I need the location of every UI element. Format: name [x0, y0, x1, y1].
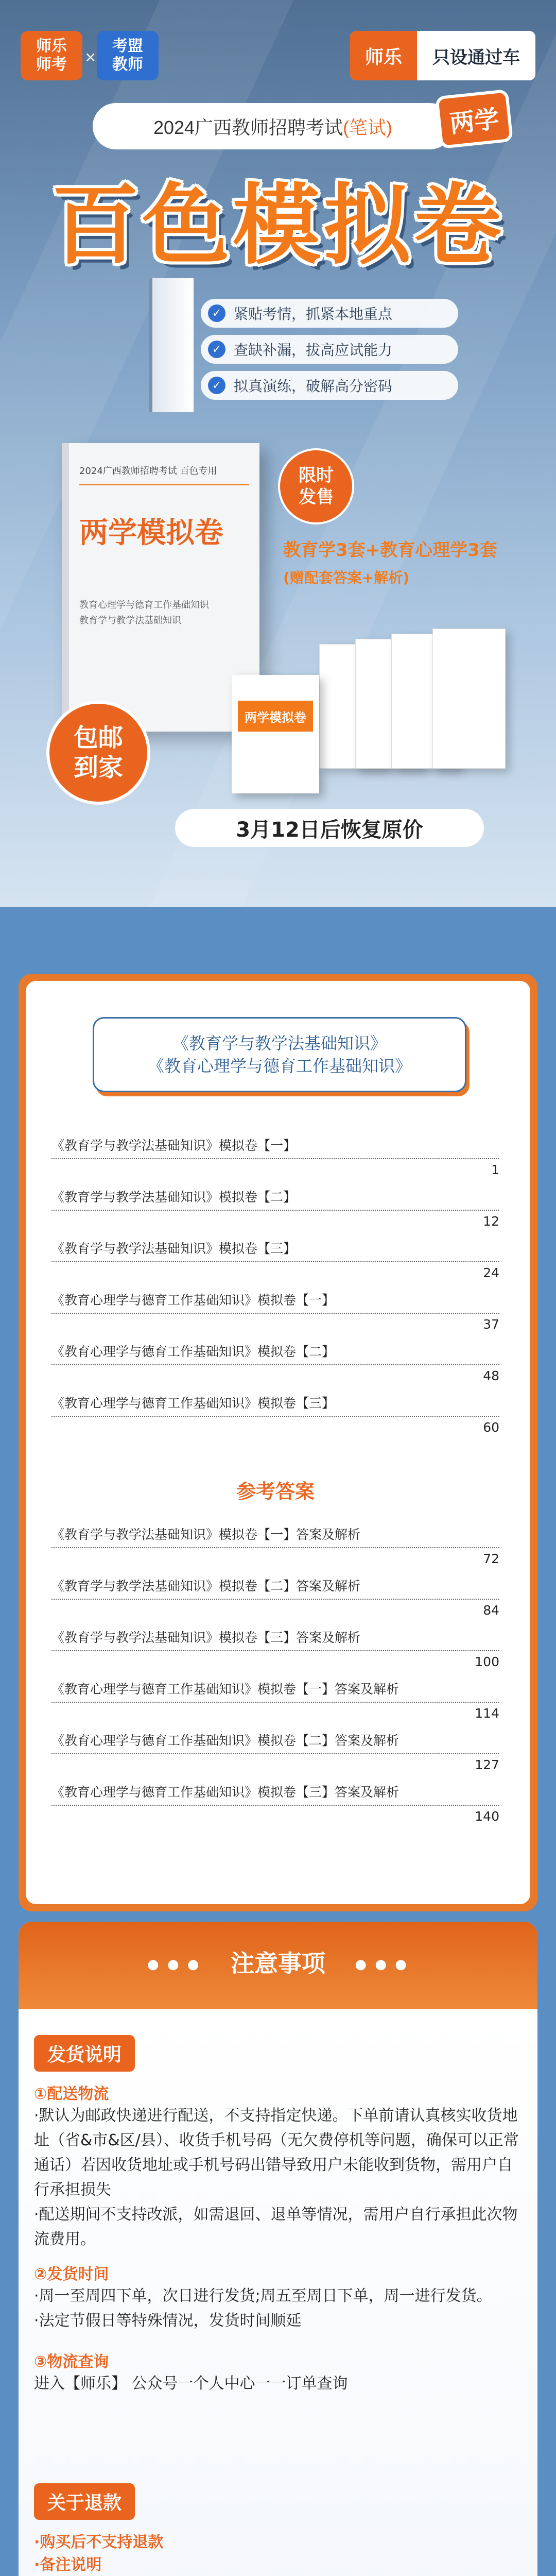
logo-separator: × — [84, 48, 97, 65]
book-cover — [62, 443, 259, 732]
notice-title: 注意事项 — [231, 1950, 325, 1977]
toc-list — [51, 1136, 499, 1834]
toc-dots — [51, 1364, 499, 1365]
feature-item — [201, 335, 458, 364]
toc-item-title: 《教育心理学与德育工作基础知识》模拟卷【三】答案及解析 — [51, 1785, 399, 1800]
section-subheading: ①配送物流 — [34, 2085, 109, 2103]
toc-item-title: 《教育心理学与德育工作基础知识》模拟卷【二】答案及解析 — [51, 1733, 399, 1748]
feature-list — [201, 299, 458, 407]
toc-header-line: 《教育学与教学法基础知识》 — [172, 1033, 387, 1053]
toc-item-page: 12 — [483, 1214, 499, 1229]
toc-dots — [51, 1547, 499, 1548]
toc-item — [51, 1524, 499, 1576]
check-icon: ✓ — [208, 377, 225, 394]
exam-title — [93, 103, 453, 149]
toc-item — [51, 1136, 499, 1187]
toc-item — [51, 1393, 499, 1445]
door-illustration — [149, 278, 194, 412]
toc-item — [51, 1731, 499, 1782]
book-cover-title: 两学模拟卷 — [79, 516, 223, 550]
toc-item-title: 《教育学与教学法基础知识》模拟卷【三】答案及解析 — [51, 1630, 361, 1645]
book-subject: 教育心理学与德育工作基础知识 — [79, 600, 209, 611]
toc-item-title: 《教育学与教学法基础知识》模拟卷【三】 — [51, 1241, 297, 1256]
refund-section — [34, 2483, 523, 2576]
toc-item-page: 72 — [483, 1551, 499, 1566]
refund-tag: 关于退款 — [34, 2483, 135, 2520]
section-subheading: ②发货时间 — [34, 2265, 109, 2283]
toc-item-title: 《教育学与教学法基础知识》模拟卷【一】 — [51, 1138, 297, 1153]
toc-item — [51, 1628, 499, 1679]
toc-item — [51, 1239, 499, 1290]
toc-card — [26, 981, 530, 1904]
toc-item-page: 48 — [483, 1368, 499, 1383]
offer-note: (赠配套答案+解析) — [283, 569, 410, 586]
toc-item-page: 1 — [491, 1162, 499, 1177]
toc-dots — [51, 1702, 499, 1703]
notice-header — [19, 1922, 537, 2009]
toc-item-title: 《教育学与教学法基础知识》模拟卷【一】答案及解析 — [51, 1527, 361, 1542]
toc-item — [51, 1782, 499, 1834]
notice-body — [19, 2009, 537, 2576]
exam-title-text: 2024广西教师招聘考试 — [153, 116, 343, 138]
offer-line: 教育学3套+教育心理学3套 — [283, 540, 497, 561]
toc-dots — [51, 1313, 499, 1314]
section-subheading: ③物流查询 — [34, 2353, 109, 2371]
hero-banner — [0, 0, 556, 907]
logo-text: 教师 — [112, 56, 143, 74]
toc-section — [19, 974, 537, 1911]
decor-dots: ● ● ● — [355, 1957, 409, 1972]
book-cover-bar: 2024广西教师招聘考试 百色专用 — [79, 464, 249, 485]
price-restore-banner: 3月12日后恢复原价 — [175, 809, 484, 847]
brand-tag: 师乐 — [350, 31, 417, 80]
small-book-title: 两学模拟卷 — [238, 701, 313, 732]
badge-text: 包邮 — [73, 723, 123, 752]
toc-item-title: 《教育心理学与德育工作基础知识》模拟卷【三】 — [51, 1396, 335, 1411]
toc-dots — [51, 1753, 499, 1754]
free-shipping-badge — [46, 701, 150, 805]
badge-text: 限时 — [299, 465, 334, 486]
shipping-section — [34, 2035, 523, 2396]
feature-item — [201, 371, 458, 400]
toc-item — [51, 1679, 499, 1731]
toc-item-page: 84 — [483, 1603, 499, 1618]
toc-item-page: 100 — [475, 1654, 499, 1669]
toc-item-page: 24 — [483, 1265, 499, 1280]
logo-text: 师乐 — [36, 37, 67, 55]
decor-dots: ● ● ● — [147, 1957, 201, 1972]
book-stack-image — [432, 629, 506, 769]
toc-dots — [51, 1416, 499, 1417]
logo-text: 考盟 — [112, 37, 143, 55]
logo-shile — [21, 31, 82, 80]
exam-title-highlight: (笔试) — [343, 116, 393, 138]
main-title: 百色模拟卷 — [51, 174, 505, 277]
logo-text: 师考 — [36, 56, 67, 74]
logo-kaomeng — [97, 31, 159, 80]
badge-text: 发售 — [299, 487, 334, 507]
book-cover-subtitle — [79, 598, 209, 629]
toc-dots — [51, 1210, 499, 1211]
shipping-tag: 发货说明 — [34, 2035, 135, 2072]
limited-sale-badge — [278, 448, 354, 524]
toc-item-title: 《教育心理学与德育工作基础知识》模拟卷【二】 — [51, 1344, 335, 1359]
toc-item — [51, 1187, 499, 1239]
toc-item-page: 114 — [475, 1706, 499, 1721]
check-icon: ✓ — [208, 341, 225, 358]
check-icon: ✓ — [208, 304, 225, 322]
small-book-cover — [232, 675, 319, 793]
notice-paragraph: 进入【师乐】 公众号一个人中心一一订单查询 — [34, 2375, 348, 2393]
toc-item-title: 《教育学与教学法基础知识》模拟卷【二】答案及解析 — [51, 1579, 361, 1594]
toc-dots — [51, 1805, 499, 1806]
notice-paragraph: ·周一至周四下单，次日进行发货;周五至周日下单，周一进行发货。 — [34, 2287, 492, 2305]
toc-dots — [51, 1261, 499, 1262]
feature-item — [201, 299, 458, 328]
section-subheading: ·购买后不支持退款 — [34, 2533, 164, 2551]
badge-text: 到家 — [73, 753, 123, 782]
toc-item-title: 《教育心理学与德育工作基础知识》模拟卷【一】 — [51, 1293, 335, 1308]
section-subheading: ·备注说明 — [34, 2556, 102, 2574]
book-subject: 教育学与教学法基础知识 — [79, 615, 181, 626]
toc-item-title: 《教育心理学与德育工作基础知识》模拟卷【一】答案及解析 — [51, 1682, 399, 1697]
toc-dots — [51, 1158, 499, 1159]
feature-text: 拟真演练，破解高分密码 — [234, 378, 393, 395]
notice-section — [19, 1922, 537, 2576]
toc-header — [93, 1017, 466, 1092]
toc-item-page: 37 — [483, 1317, 499, 1332]
toc-item-page: 140 — [475, 1809, 499, 1824]
notice-paragraph: ·默认为邮政快递进行配送，不支持指定快递。下单前请认真核实收货地址（省&市&区/县）、收货手机号码（无欠费停机等问题，确保可以正常通话）若因收货地址或手机号码出错导致用户未能收到货物，需用户自行承担损失 — [34, 2107, 519, 2199]
toc-item-page: 127 — [475, 1757, 499, 1772]
toc-item — [51, 1342, 499, 1393]
brand-slogan: 只设通过车 — [432, 47, 520, 68]
subject-badge: 两学 — [435, 89, 513, 149]
toc-dots — [51, 1599, 499, 1600]
toc-item-title: 《教育学与教学法基础知识》模拟卷【二】 — [51, 1190, 297, 1205]
toc-item — [51, 1576, 499, 1628]
toc-header-line: 《教育心理学与德育工作基础知识》 — [147, 1056, 411, 1076]
feature-text: 紧贴考情，抓紧本地重点 — [234, 306, 393, 323]
feature-text: 查缺补漏，拔高应试能力 — [234, 342, 393, 359]
toc-item — [51, 1290, 499, 1342]
toc-dots — [51, 1650, 499, 1651]
toc-item-page: 60 — [483, 1420, 499, 1435]
notice-paragraph: ·配送期间不支持改派，如需退回、退单等情况，需用户自行承担此次物流费用。 — [34, 2206, 518, 2248]
notice-paragraph: ·法定节假日等特殊情况，发货时间顺延 — [34, 2312, 302, 2330]
brand-slogan-box — [350, 31, 535, 80]
answers-heading: 参考答案 — [236, 1480, 315, 1503]
